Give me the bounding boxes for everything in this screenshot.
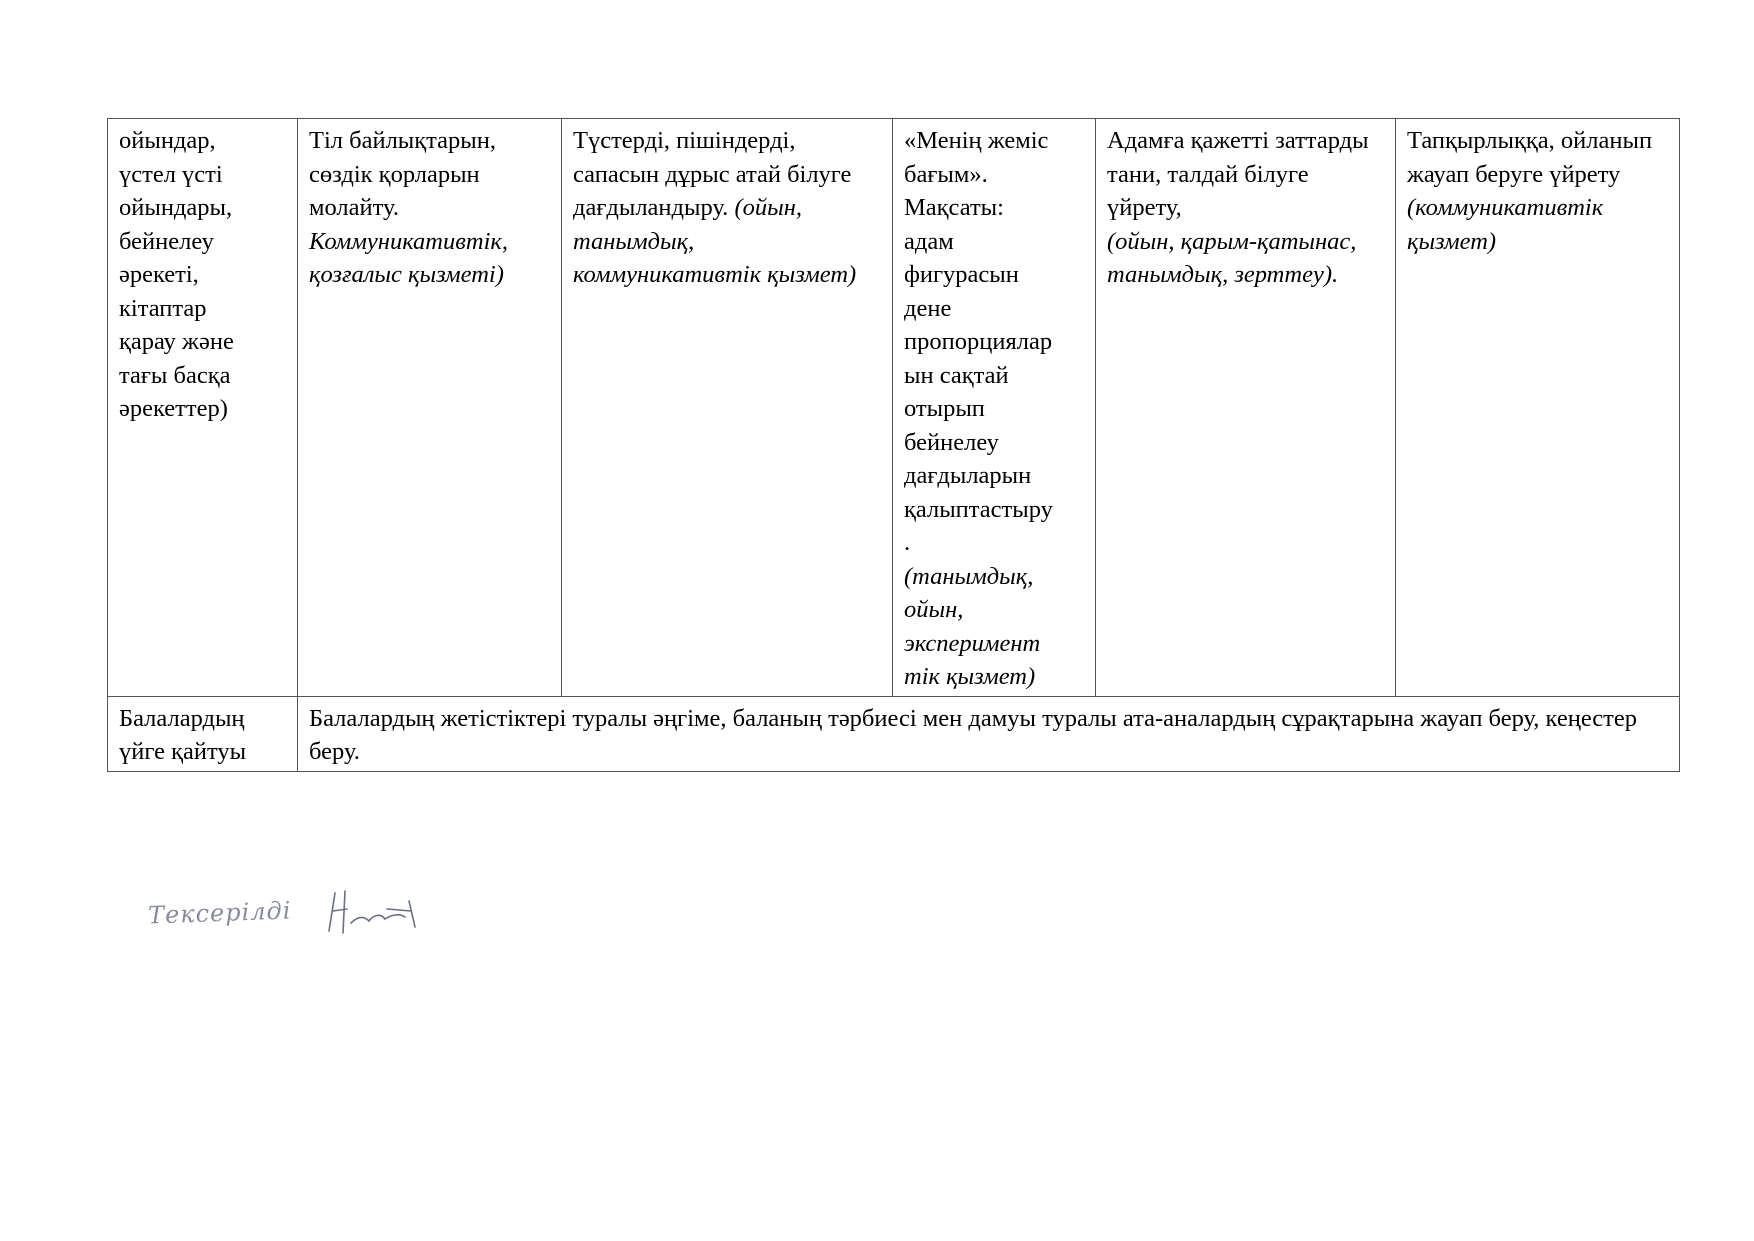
cell-line: тағы басқа	[119, 361, 231, 389]
cell-text: Тапқырлыққа, ойланып жауап беруге үйрету	[1407, 127, 1653, 188]
cell-line: үстел үсті	[119, 160, 223, 188]
cell-line: адам	[904, 227, 954, 255]
cell-line: отырып	[904, 395, 985, 422]
cell-note: (коммуникативтік қызмет)	[1407, 194, 1604, 255]
cell-text: Адамға қажетті заттарды тани, талдай білуге үйрету,	[1107, 127, 1369, 221]
cell-line: әрекеті,	[119, 261, 199, 288]
cell-text: Балалардың жетістіктері туралы әңгіме, баланың тәрбиесі мен дамуы туралы ата-аналардың сұрақтарына жауап беру, кеңестер беру.	[309, 704, 1638, 765]
cell-note: тік қызмет)	[904, 663, 1036, 690]
cell-line: қалыптастыру	[904, 495, 1053, 523]
cell-line: бейнелеу	[119, 227, 214, 255]
cell-line: дағдыларын	[904, 462, 1032, 489]
cell-line: пропорциялар	[904, 328, 1053, 355]
signature-stamp	[140, 885, 425, 955]
cell-colors	[562, 119, 893, 697]
cell-wit	[1396, 119, 1680, 697]
cell-text: Тіл байлықтарын, сөздік қорларын молайту.	[309, 127, 496, 221]
plan-table	[107, 118, 1680, 772]
table-row	[108, 119, 1680, 697]
cell-objects	[1096, 119, 1396, 697]
cell-note: (танымдық,	[904, 562, 1034, 590]
cell-note: (ойын, қарым-қатынас, танымдық, зерттеу).	[1107, 227, 1357, 288]
cell-fruit-garden	[893, 119, 1096, 697]
cell-line: «Менің жеміс	[904, 127, 1049, 154]
cell-line: Балалардың	[119, 704, 245, 732]
cell-line: дене	[904, 294, 952, 322]
cell-line: қарау және	[119, 328, 234, 355]
cell-line: кітаптар	[119, 294, 207, 322]
cell-note: Коммуникативтік, қозғалыс қызметі)	[309, 227, 508, 288]
cell-parents-talk	[298, 696, 1680, 771]
cell-line: әрекеттер)	[119, 395, 228, 422]
cell-line: ын сақтай	[904, 361, 1009, 389]
cell-line: бағым».	[904, 160, 988, 188]
cell-going-home	[108, 696, 298, 771]
cell-line: ойындары,	[119, 194, 233, 221]
table-row	[108, 696, 1680, 771]
cell-note: ойын,	[904, 596, 964, 623]
cell-line: үйге қайтуы	[119, 738, 247, 765]
signature-word: Тексерілді	[147, 896, 292, 930]
cell-note: эксперимент	[904, 629, 1041, 657]
cell-line: бейнелеу	[904, 428, 999, 456]
cell-language	[298, 119, 562, 697]
cell-line: .	[904, 529, 911, 556]
cell-text: Түстерді, пішіндерді, сапасын дұрыс атай білуге дағдыландыру.	[573, 127, 852, 221]
cell-line: ойындар,	[119, 127, 216, 154]
cell-line: Мақсаты:	[904, 194, 1004, 221]
cell-line: фигурасын	[904, 261, 1019, 288]
signature-mark	[325, 887, 425, 937]
cell-activities	[108, 119, 298, 697]
cell-note: (ойын, танымдық, коммуникативтік қызмет)	[573, 194, 857, 288]
